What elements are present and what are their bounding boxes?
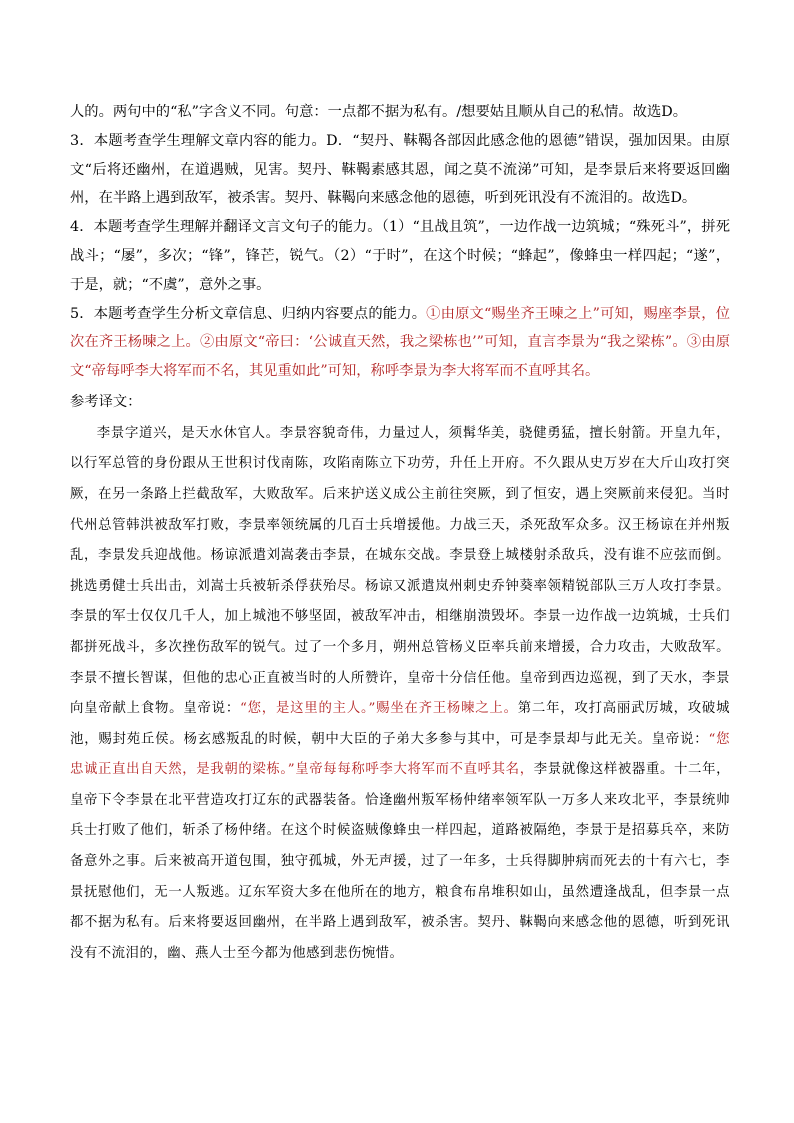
translation-part-1: 李景字道兴，是天水休官人。李景容貌奇伟，力量过人，须髯华美，骁健勇猛，擅长射箭。开皇九年，以行军总管的身份跟从王世积讨伐南陈，攻陷南陈立下功劳，升任上开府。不久跟从史万岁在大斤山攻打突厥，在另一条路上拦截敌军，大败敌军。后来护送义成公主前往突厥，到了恒安，遇上突厥前来侵犯。当时代州总管韩洪被敌军打败，李景率领统属的几百士兵增援他。力战三天，杀死敌军众多。汉王杨谅在并州叛乱，李景发兵迎战他。杨谅派遣刘嵩袭击李景，在城东交战。李景登上城楼射杀敌兵，没有谁不应弦而倒。挑选勇健士兵出击，刘嵩士兵被斩杀俘获殆尽。杨谅又派遣岚州刺史乔钟葵率领精锐部队三万人攻打李景。李景的军士仅仅几千人，加上城池不够坚固，被敌军冲击，相继崩溃毁坏。李景一边作战一边筑城，士兵们都拼死战斗，多次挫伤敌军的锐气。过了一个多月，朔州总管杨义臣率兵前来增援，合力攻击，大败敌军。李景不擅长智谋，但他的忠心正直被当时的人所赞许，皇帝十分信任他。皇帝到西边巡视，到了天水，李景向皇帝献上食物。皇帝说： [70,425,730,717]
answer-item-3: 3．本题考查学生理解文章内容的能力。D．“契丹、靺鞨各部因此感念他的恩德”错误，强加因果。由原文“后将还幽州，在道遇贼，见害。契丹、靺鞨素感其恩，闻之莫不流涕”可知，是李景后来将要返回幽州，在半路上遇到敌军，被杀害。契丹、靺鞨向来感念他的恩德，听到死讯没有不流泪的。故选D。 [70,132,730,207]
answer-item-5-intro: 5．本题考查学生分析文章信息、归纳内容要点的能力。 [70,305,427,322]
answer-item-5-highlight: ①由原文“赐坐齐王暕之上”可知，赐座李景，位次在齐王杨暕之上。②由原文“帝曰：‘公诚直天然，我之梁栋也’”可知，直言李景为“我之梁栋”。③由原文“帝每呼李大将军而不名，其见重如此”可知，称呼李景为李大将军而不直呼其名。 [70,305,731,380]
translation-heading: 参考译文： [70,393,142,410]
answer-explanations [70,98,730,386]
answer-line-continued: 人的。两句中的“私”字含义不同。句意：一点都不据为私有。/想要姑且顺从自己的私情。故选D。 [70,104,688,120]
document-page [70,98,730,969]
translation-paragraph [70,419,730,970]
translation-part-3: 李景就像这样被器重。十二年，皇帝下令李景在北平营造攻打辽东的武器装备。恰逢幽州叛军杨仲绪率领军队一万多人来攻北平，李景统帅兵士打败了他们，斩杀了杨仲绪。在这个时候盗贼像蜂虫一样四起，道路被隔绝，李景于是招募兵卒，来防备意外之事。后来被高开道包围，独守孤城，外无声援，过了一年多，士兵得脚肿病而死去的十有六七，李景抚慰他们，无一人叛逃。辽东军资大多在他所在的地方，粮食布帛堆积如山，虽然遭逢战乱，但李景一点都不据为私有。后来将要返回幽州，在半路上遇到敌军，被杀害。契丹、靺鞨向来感念他的恩德，听到死讯没有不流泪的，幽、燕人士至今都为他感到悲伤惋惜。 [70,762,730,961]
translation-part-2: 第二年，攻打高丽武厉城，攻破城池，赐封苑丘侯。杨玄感叛乱的时候，朝中大臣的子弟大多参与其中，可是李景却与此无关。皇帝说： [70,701,730,747]
translation-highlight-1: “您，是这里的主人。”赐坐在齐王杨暕之上。 [240,701,518,717]
answer-item-4: 4．本题考查学生理解并翻译文言文句子的能力。（1）“且战且筑”，一边作战一边筑城；“殊死斗”，拼死战斗；“屡”，多次；“锋”，锋芒，锐气。（2）“于时”，在这个时候；“蜂起”，像蜂虫一样四起；“遂”，于是，就；“不虞”，意外之事。 [70,219,730,293]
reference-translation [70,419,730,970]
translation-highlight-2: “您忠诚正直出自天然，是我朝的梁栋。”皇帝每每称呼李大将军而不直呼其名， [70,731,730,778]
answer-item-5 [70,300,730,386]
